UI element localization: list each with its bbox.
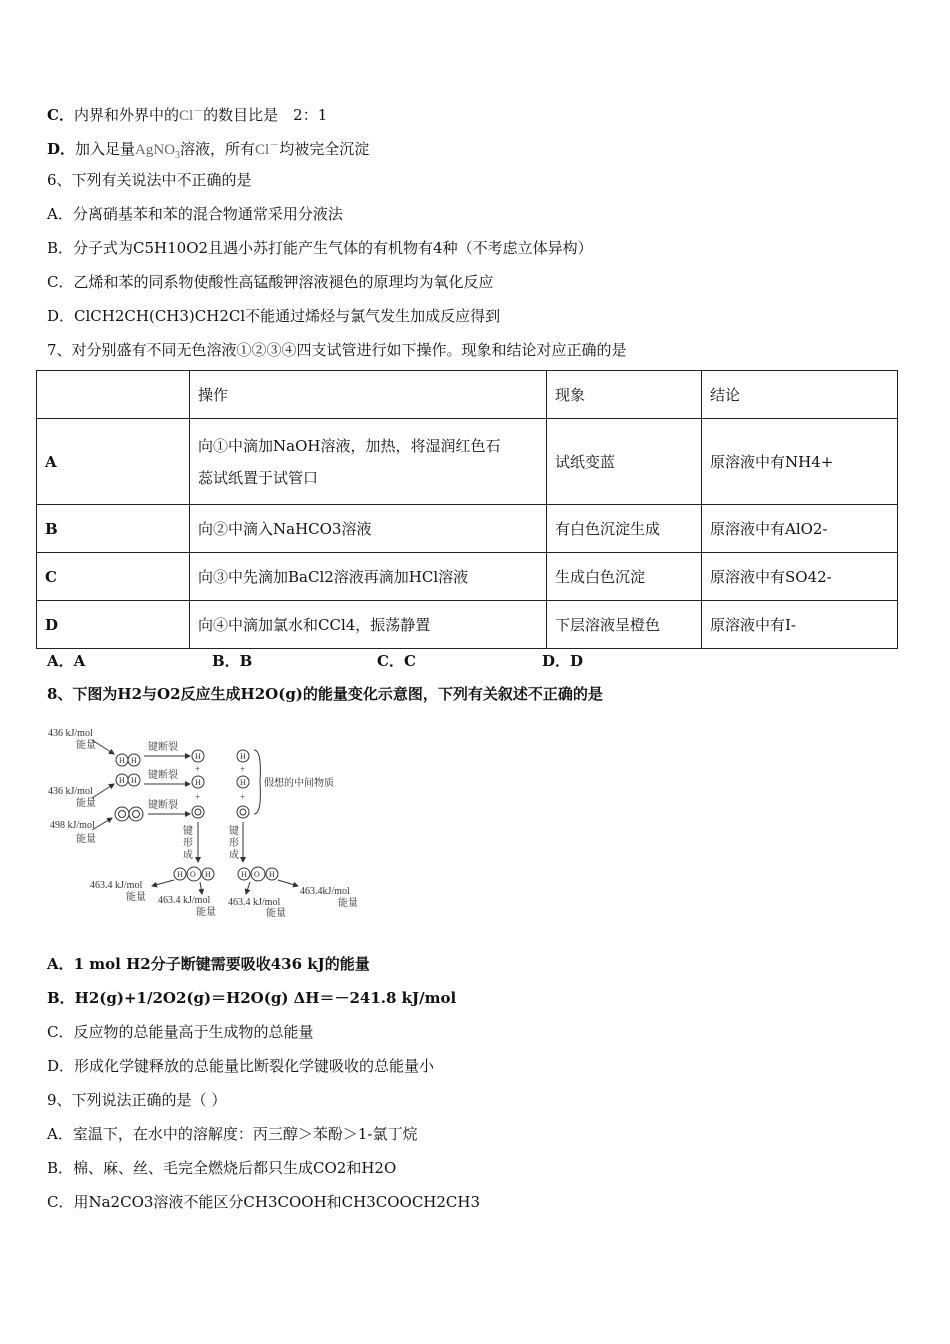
svg-text:H: H xyxy=(269,870,275,879)
q9-stem: 9、下列说法正确的是（ ） xyxy=(47,1091,227,1109)
q8-stem: 8、下图为H2与O2反应生成H2O(g)的能量变化示意图，下列有关叙述不正确的是 xyxy=(47,685,603,703)
q5-option-d: D．加入足量AgNO$_3$溶液，所有Cl－均被完全沉淀 xyxy=(47,140,370,161)
phenomenon-cell: 生成白色沉淀 xyxy=(547,553,702,601)
q8-option-a: A．1 mol H2分子断键需要吸收436 kJ的能量 xyxy=(47,955,370,973)
q6-stem: 6、下列有关说法中不正确的是 xyxy=(47,171,252,189)
q9-option-c: C．用Na2CO3溶液不能区分CH3COOH和CH3COOCH2CH3 xyxy=(47,1193,481,1211)
svg-text:能量: 能量 xyxy=(76,798,96,809)
svg-text:H: H xyxy=(195,752,201,761)
svg-text:H: H xyxy=(241,870,247,879)
svg-text:能量: 能量 xyxy=(76,740,96,751)
svg-text:463.4kJ/mol: 463.4kJ/mol xyxy=(300,886,350,897)
phenomenon-cell: 下层溶液呈橙色 xyxy=(547,601,702,649)
conclusion-cell: 原溶液中有NH4+ xyxy=(702,419,898,505)
svg-text:+: + xyxy=(240,764,246,774)
svg-text:键断裂: 键断裂 xyxy=(148,800,178,811)
svg-text:键: 键 xyxy=(183,826,193,837)
svg-text:+: + xyxy=(195,764,201,774)
svg-text:463.4 kJ/mol: 463.4 kJ/mol xyxy=(158,895,211,906)
conclusion-cell: 原溶液中有AlO2- xyxy=(702,505,898,553)
q9-option-a: A．室温下，在水中的溶解度：丙三醇＞苯酚＞1-氯丁烷 xyxy=(47,1125,418,1143)
svg-text:形: 形 xyxy=(183,838,193,849)
table-row xyxy=(37,505,898,553)
svg-text:能量: 能量 xyxy=(338,898,358,909)
svg-text:+: + xyxy=(195,792,201,802)
q7-stem: 7、对分别盛有不同无色溶液①②③④四支试管进行如下操作。现象和结论对应正确的是 xyxy=(47,341,627,359)
svg-text:能量: 能量 xyxy=(76,834,96,845)
q6-option-d: D．ClCH2CH(CH3)CH2Cl不能通过烯烃与氯气发生加成反应得到 xyxy=(47,307,501,325)
q7-option-b: B．B xyxy=(212,652,253,670)
svg-text:成: 成 xyxy=(183,850,193,861)
svg-text:498 kJ/mol: 498 kJ/mol xyxy=(50,820,95,831)
svg-text:成: 成 xyxy=(229,850,239,861)
q6-option-b: B．分子式为C5H10O2且遇小苏打能产生气体的有机物有4种（不考虑立体异构） xyxy=(47,239,593,257)
q6-option-a: A．分离硝基苯和苯的混合物通常采用分液法 xyxy=(47,205,343,223)
svg-text:H: H xyxy=(131,776,137,785)
svg-text:能量: 能量 xyxy=(196,907,216,918)
conclusion-cell: 原溶液中有I- xyxy=(702,601,898,649)
row-label: D xyxy=(37,601,190,649)
phenomenon-cell: 有白色沉淀生成 xyxy=(547,505,702,553)
q6-option-c: C．乙烯和苯的同系物使酸性高锰酸钾溶液褪色的原理均为氧化反应 xyxy=(47,273,494,291)
q8-option-b: B．H2(g)+1/2O2(g)＝H2O(g) ΔH＝－241.8 kJ/mol xyxy=(47,989,457,1007)
table-header-cell: 现象 xyxy=(547,371,702,419)
q7-option-d: D．D xyxy=(542,652,584,670)
operation-cell: 向②中滴入NaHCO3溶液 xyxy=(190,505,547,553)
table-header-cell xyxy=(37,371,190,419)
row-label: A xyxy=(37,419,190,505)
svg-text:O: O xyxy=(190,870,196,879)
svg-text:能量: 能量 xyxy=(126,892,146,903)
q7-option-c: C．C xyxy=(377,652,416,670)
svg-text:H: H xyxy=(240,778,246,787)
svg-text:H: H xyxy=(119,776,125,785)
operation-cell: 向①中滴加NaOH溶液，加热，将湿润红色石 蕊试纸置于试管口 xyxy=(190,419,547,505)
phenomenon-cell: 试纸变蓝 xyxy=(547,419,702,505)
q9-option-b: B．棉、麻、丝、毛完全燃烧后都只生成CO2和H2O xyxy=(47,1159,397,1177)
svg-text:键: 键 xyxy=(229,826,239,837)
q8-option-c: C．反应物的总能量高于生成物的总能量 xyxy=(47,1023,314,1041)
table-row xyxy=(37,601,898,649)
row-label: B xyxy=(37,505,190,553)
svg-text:H: H xyxy=(131,756,137,765)
svg-text:H: H xyxy=(205,870,211,879)
row-label: C xyxy=(37,553,190,601)
table-header-cell: 操作 xyxy=(190,371,547,419)
svg-text:436 kJ/mol: 436 kJ/mol xyxy=(48,786,93,797)
table-row xyxy=(37,419,898,505)
energy-diagram xyxy=(40,722,380,922)
q8-option-d: D．形成化学键释放的总能量比断裂化学键吸收的总能量小 xyxy=(47,1057,435,1075)
svg-text:键断裂: 键断裂 xyxy=(148,770,178,781)
svg-text:H: H xyxy=(195,778,201,787)
operation-cell: 向③中先滴加BaCl2溶液再滴加HCl溶液 xyxy=(190,553,547,601)
svg-text:O: O xyxy=(254,870,260,879)
experiment-table xyxy=(36,370,898,649)
svg-text:键断裂: 键断裂 xyxy=(148,742,178,753)
svg-text:463.4 kJ/mol: 463.4 kJ/mol xyxy=(90,880,143,891)
table-header-row xyxy=(37,371,898,419)
svg-text:H: H xyxy=(177,870,183,879)
conclusion-cell: 原溶液中有SO42- xyxy=(702,553,898,601)
table-header-cell: 结论 xyxy=(702,371,898,419)
svg-text:能量: 能量 xyxy=(266,908,286,919)
svg-text:H: H xyxy=(119,756,125,765)
table-row xyxy=(37,553,898,601)
svg-text:H: H xyxy=(240,752,246,761)
svg-text:463.4 kJ/mol: 463.4 kJ/mol xyxy=(228,897,281,908)
svg-text:+: + xyxy=(240,792,246,802)
svg-text:形: 形 xyxy=(229,838,239,849)
q7-option-a: A．A xyxy=(47,652,86,670)
operation-cell: 向④中滴加氯水和CCl4，振荡静置 xyxy=(190,601,547,649)
silver-nitrate: AgNO$_3$ xyxy=(135,142,181,161)
svg-text:假想的中间物质: 假想的中间物质 xyxy=(264,778,334,789)
q5-option-c: C．内界和外界中的Cl－的数目比是 2：1 xyxy=(47,106,328,124)
svg-text:436 kJ/mol: 436 kJ/mol xyxy=(48,728,93,739)
chloride-ion: Cl－ xyxy=(178,106,204,124)
chloride-ion: Cl－ xyxy=(255,140,280,158)
